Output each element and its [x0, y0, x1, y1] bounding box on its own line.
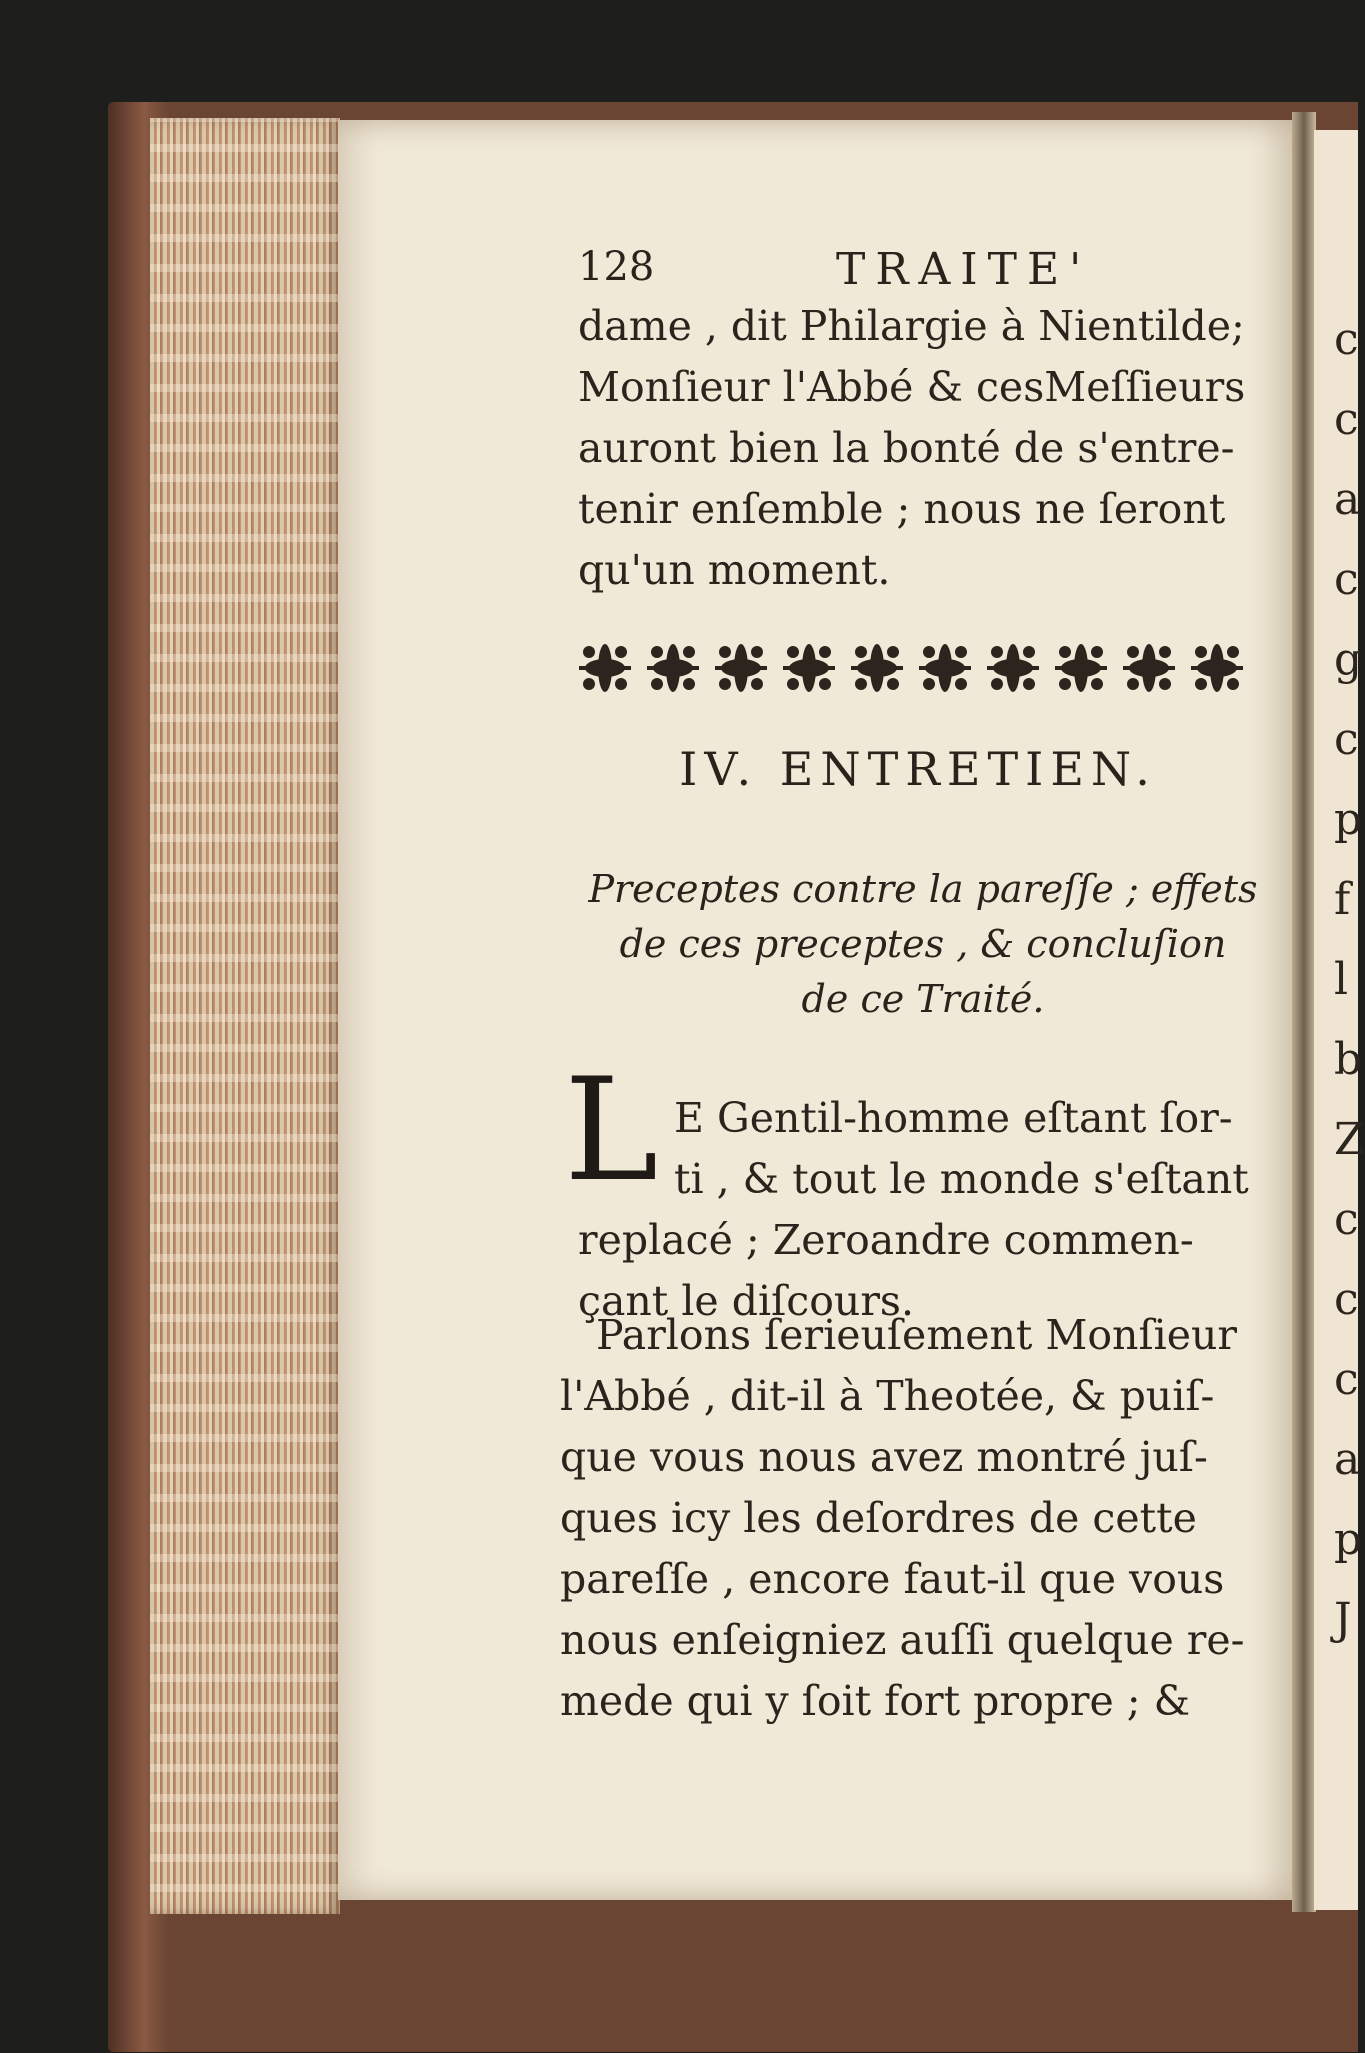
facing-page-letters	[1334, 300, 1364, 1660]
summary-line: de ce Traité.	[801, 977, 1045, 1021]
summary-line: Preceptes contre la pareſſe ; effets	[588, 867, 1258, 911]
text-line: Parlons ſerieuſement Monſieur	[596, 1311, 1238, 1359]
facing-page-letter: c	[1334, 314, 1359, 365]
ornament-band	[575, 636, 1255, 700]
text-line: qu'un moment.	[578, 546, 891, 594]
text-line: replacé ; Zeroandre commen-	[578, 1216, 1194, 1264]
chapter-title: IV. ENTRETIEN.	[679, 742, 1157, 796]
facing-page-letter: g	[1334, 634, 1363, 685]
facing-page-letter: J	[1334, 1594, 1352, 1645]
paragraph-opening	[578, 1088, 1258, 1332]
text-line: que vous nous avez montré juſ-	[560, 1433, 1208, 1481]
facing-page-letter: c	[1334, 1274, 1359, 1325]
text-line: l'Abbé , dit-il à Theotée, & puiſ-	[560, 1372, 1215, 1420]
page-edges	[150, 118, 340, 1914]
summary-line: de ces preceptes , & concluſion	[619, 922, 1227, 966]
paragraph-continued	[578, 296, 1258, 601]
facing-page-letter: c	[1334, 714, 1359, 765]
facing-page-letter: c	[1334, 1354, 1359, 1405]
book-gutter	[1292, 112, 1316, 1912]
facing-page-letter: a	[1334, 1434, 1361, 1485]
text-line: Monſieur l'Abbé & cesMeſſieurs	[578, 363, 1246, 411]
facing-page-letter: l	[1334, 954, 1349, 1005]
facing-page-letter: c	[1334, 554, 1359, 605]
drop-cap: L	[564, 1048, 659, 1213]
text-line: auront bien la bonté de s'entre-	[578, 424, 1235, 472]
text-line: mede qui y ſoit fort propre ; &	[560, 1677, 1191, 1725]
facing-page-letter: a	[1334, 474, 1361, 525]
facing-page-letter: p	[1334, 794, 1363, 845]
text-line: nous enſeigniez auſſi quelque re-	[560, 1616, 1245, 1664]
facing-page-letter: p	[1334, 1514, 1363, 1565]
page-number: 128	[578, 244, 655, 290]
facing-page-letter: c	[1334, 1194, 1359, 1245]
facing-page-letter: Z	[1334, 1114, 1365, 1165]
text-line: ques icy les deſordres de cette	[560, 1494, 1197, 1542]
text-line: E Gentil-homme eſtant ſor-	[674, 1094, 1233, 1142]
text-line: dame , dit Philargie à Nientilde;	[578, 302, 1245, 350]
page-header	[578, 244, 1268, 304]
facing-page-letter: f	[1334, 874, 1351, 925]
facing-page-letter: b	[1334, 1034, 1363, 1085]
text-line: pareſſe , encore faut-il que vous	[560, 1555, 1225, 1603]
facing-page-letter: c	[1334, 394, 1359, 445]
text-line: ti , & tout le monde s'eſtant	[674, 1155, 1249, 1203]
text-line: tenir enſemble ; nous ne ſeront	[578, 485, 1226, 533]
running-title: TRAITE'	[836, 244, 1092, 295]
text-line: çant le diſcours.	[578, 1277, 914, 1325]
chapter-summary	[578, 862, 1268, 1027]
paragraph-body	[560, 1305, 1260, 1732]
